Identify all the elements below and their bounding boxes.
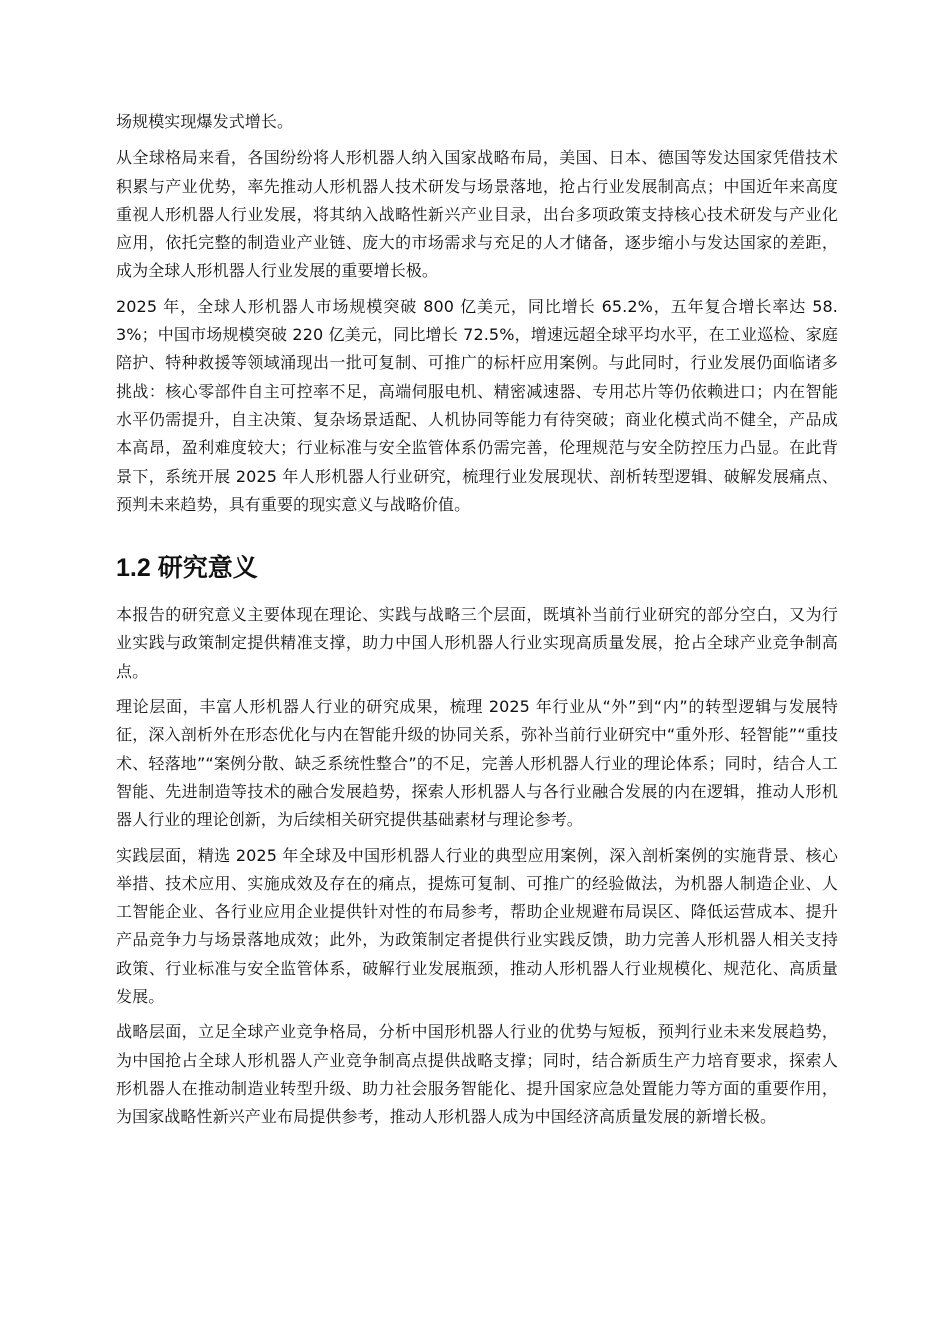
section-title: 1.2 研究意义 [116, 554, 258, 583]
paragraph-theory-level: 理论层面，丰富人形机器人行业的研究成果，梳理 2025 年行业从“外”到“内”的转型逻辑与发展特征，深入剖析外在形态优化与内在智能升级的协同关系，弥补当前行业研究中“重外形、轻智能”“重技术、轻落地”“案例分散、缺乏系统性整合”的不足，完善人形机器人行业的理论体系；同时，结合人工智能、先进制造等技术的融合发展趋势，探索人形机器人与各行业融合发展的内在逻辑，推动人形机器人行业的理论创新，为后续相关研究提供基础素材与理论参考。 [116, 697, 838, 830]
paragraph-continued: 场规模实现爆发式增长。 [116, 112, 294, 131]
paragraph-research-overview: 本报告的研究意义主要体现在理论、实践与战略三个层面，既填补当前行业研究的部分空白，又为行业实践与政策制定提供精准支撑，助力中国人形机器人行业实现高质量发展，抢占全球产业竞争制高点。 [116, 605, 838, 681]
document-page [116, 108, 838, 1139]
paragraph-practice-level: 实践层面，精选 2025 年全球及中国形机器人行业的典型应用案例，深入剖析案例的实施背景、核心举措、技术应用、实施成效及存在的痛点，提炼可复制、可推广的经验做法，为机器人制造企业、人工智能企业、各行业应用企业提供针对性的布局参考，帮助企业规避布局误区、降低运营成本、提升产品竞争力与场景落地成效；此外，为政策制定者提供行业实践反馈，助力完善人形机器人相关支持政策、行业标准与安全监管体系，破解行业发展瓶颈，推动人形机器人行业规模化、规范化、高质量发展。 [116, 845, 838, 1007]
paragraph-strategy-level: 战略层面，立足全球产业竞争格局，分析中国形机器人行业的优势与短板，预判行业未来发展趋势，为中国抢占全球人形机器人产业竞争制高点提供战略支撑；同时，结合新质生产力培育要求，探索人形机器人在推动制造业转型升级、助力社会服务智能化、提升国家应急处置能力等方面的重要作用，为国家战略性新兴产业布局提供参考，推动人形机器人成为中国经济高质量发展的新增长极。 [116, 1022, 838, 1127]
paragraph-global-landscape: 从全球格局来看，各国纷纷将人形机器人纳入国家战略布局，美国、日本、德国等发达国家凭借技术积累与产业优势，率先推动人形机器人技术研发与场景落地，抢占行业发展制高点；中国近年来高度重视人形机器人行业发展，将其纳入战略性新兴产业目录，出台多项政策支持核心技术研发与产业化应用，依托完整的制造业产业链、庞大的市场需求与充足的人才储备，逐步缩小与发达国家的差距，成为全球人形机器人行业发展的重要增长极。 [116, 148, 838, 281]
paragraph-market-size: 2025 年，全球人形机器人市场规模突破 800 亿美元，同比增长 65.2%，五年复合增长率达 58.3%；中国市场规模突破 220 亿美元，同比增长 72.5%，增速远超全球平均水平，在工业巡检、家庭陪护、特种救援等领域涌现出一批可复制、可推广的标杆应用案例。与此同时，行业发展仍面临诸多挑战：核心零部件自主可控率不足，高端伺服电机、精密减速器、专用芯片等仍依赖进口；内在智能水平仍需提升，自主决策、复杂场景适配、人机协同等能力有待突破；商业化模式尚不健全，产品成本高昂，盈利难度较大；行业标准与安全监管体系仍需完善，伦理规范与安全防控压力凸显。在此背景下，系统开展 2025 年人形机器人行业研究，梳理行业发展现状、剖析转型逻辑、破解发展痛点、预判未来趋势，具有重要的现实意义与战略价值。 [116, 296, 838, 514]
